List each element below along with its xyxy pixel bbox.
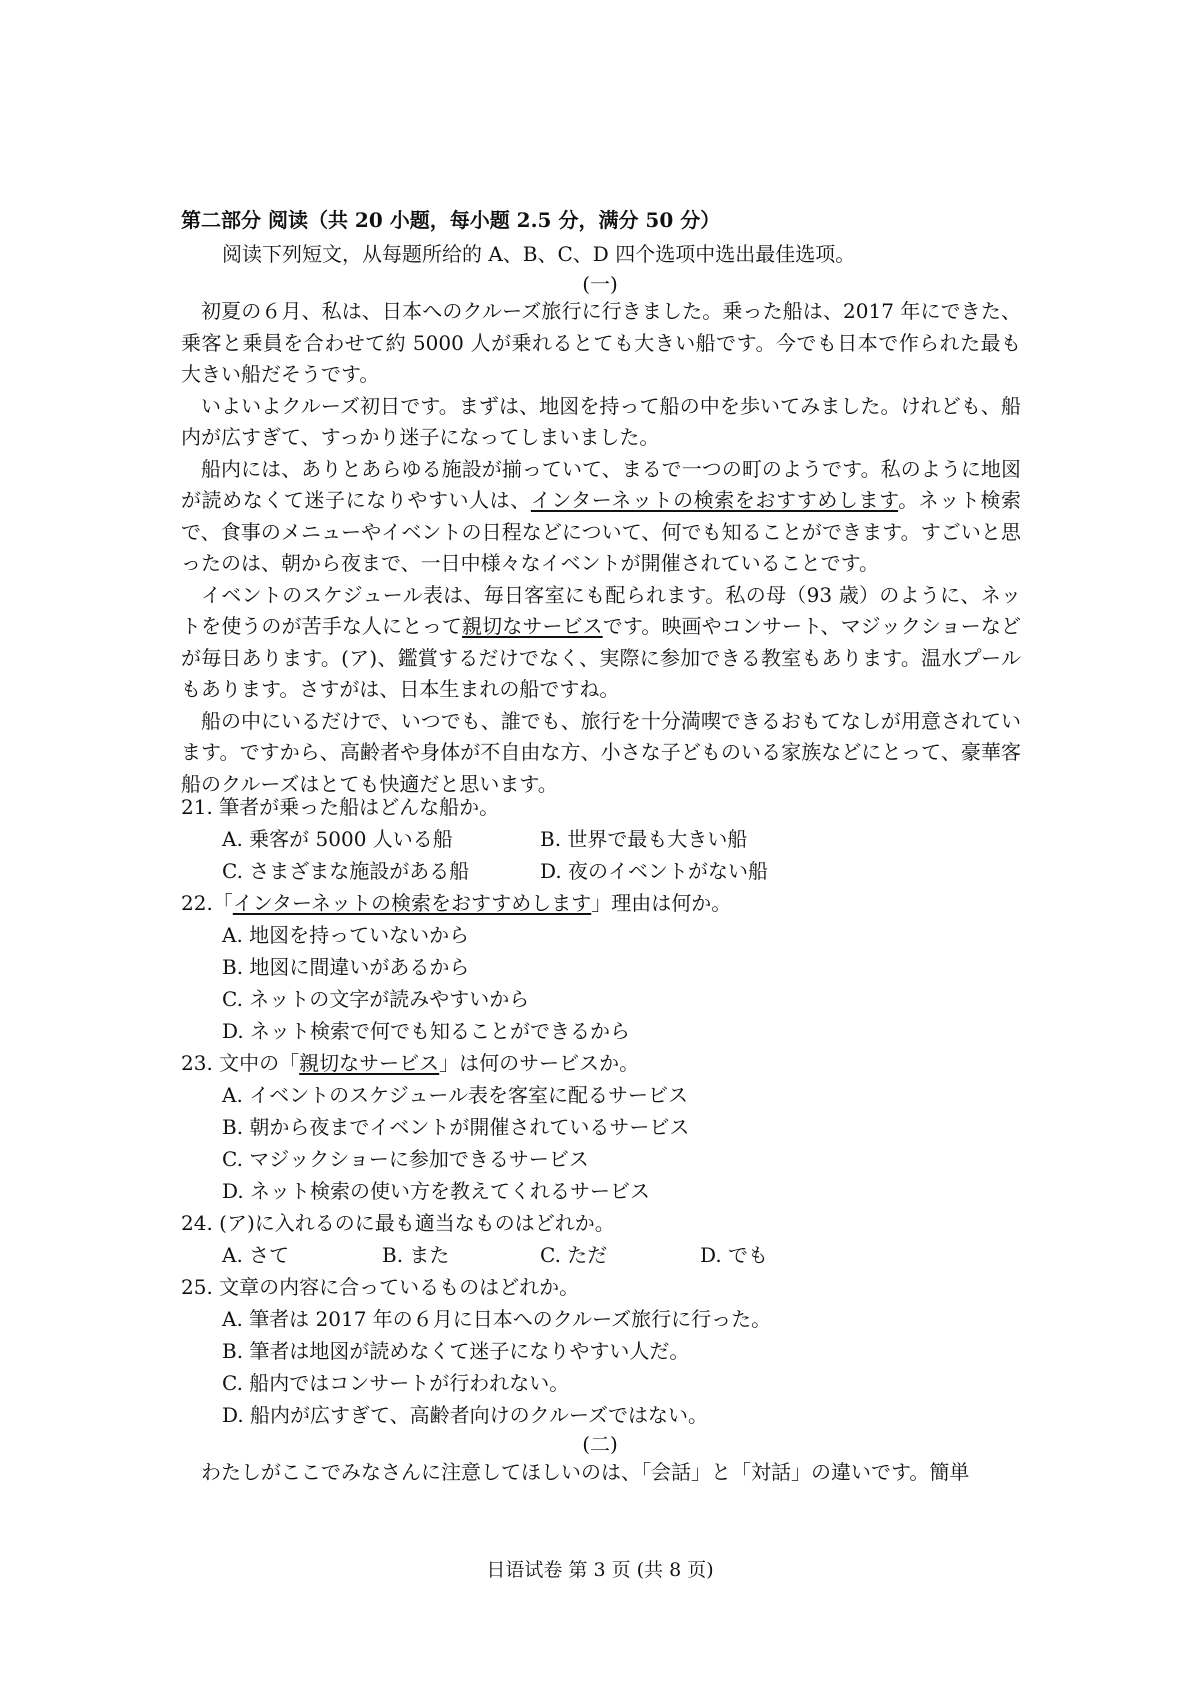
question-22: 22.「インターネットの検索をおすすめします」理由は何か。 bbox=[181, 891, 732, 915]
option-a: A. 筆者は 2017 年の６月に日本へのクルーズ旅行に行った。 bbox=[222, 1307, 772, 1331]
option-c: C. ネットの文字が読みやすいから bbox=[222, 987, 530, 1011]
paragraph: 初夏の６月、私は、日本へのクルーズ旅行に行きました。乗った船は、2017 年にできた、乗客と乗員を合わせて約 5000 人が乗れるとても大きい船です。今でも日本で作られた最も大きい船だそうです。 bbox=[181, 299, 1021, 386]
option-a: A. イベントのスケジュール表を客室に配るサービス bbox=[222, 1083, 688, 1107]
option-d: D. 船内が広すぎて、高齢者向けのクルーズではない。 bbox=[222, 1403, 709, 1427]
passage-one bbox=[181, 296, 1021, 800]
passage-two bbox=[181, 1457, 1021, 1489]
option-b: B. 世界で最も大きい船 bbox=[540, 827, 748, 851]
section-instruction: 阅读下列短文，从每题所给的 A、B、C、D 四个选项中选出最佳选项。 bbox=[222, 242, 856, 266]
paragraph: 船の中にいるだけで、いつでも、誰でも、旅行を十分満喫できるおもてなしが用意されています。ですから、高齢者や身体が不自由な方、小さな子どものいる家族などにとって、豪華客船のクルーズはとても快適だと思います。 bbox=[181, 708, 1021, 796]
question-23: 23. 文中の「親切なサービス」は何のサービスか。 bbox=[181, 1051, 640, 1075]
option-b: B. 朝から夜までイベントが開催されているサービス bbox=[222, 1115, 690, 1139]
option-d: D. ネット検索の使い方を教えてくれるサービス bbox=[222, 1179, 651, 1203]
option-d: D. 夜のイベントがない船 bbox=[540, 859, 769, 883]
paragraph: 船内には、ありとあらゆる施設が揃っていて、まるで一つの町のようです。私のように地図が読めなくて迷子になりやすい人は、インターネットの検索をおすすめします。ネット検索で、食事のメニューやイベントの日程などについて、何でも知ることができます。すごいと思ったのは、朝から夜まで、一日中様々なイベントが開催されていることです。 bbox=[181, 456, 1021, 575]
page-footer: 日语试卷 第 3 页 (共 8 页) bbox=[486, 1559, 714, 1581]
underlined-phrase: インターネットの検索をおすすめします bbox=[530, 488, 899, 512]
paragraph: イベントのスケジュール表は、毎日客室にも配られます。私の母（93 歳）のように、ネットを使うのが苦手な人にとって親切なサービスです。映画やコンサート、マジックショーなどが毎日あります。(ア)、鑑賞するだけでなく、実際に参加できる教室もあります。温水プールもあります。さすがは、日本生まれの船ですね。 bbox=[181, 582, 1021, 701]
option-c: C. マジックショーに参加できるサービス bbox=[222, 1147, 589, 1171]
option-a: A. 乗客が 5000 人いる船 bbox=[222, 827, 453, 851]
option-d: D. ネット検索で何でも知ることができるから bbox=[222, 1019, 631, 1043]
question-24: 24. (ア)に入れるのに最も適当なものはどれか。 bbox=[181, 1211, 615, 1235]
option-b: B. また bbox=[382, 1243, 450, 1267]
option-c: C. 船内ではコンサートが行われない。 bbox=[222, 1371, 570, 1395]
option-d: D. でも bbox=[700, 1243, 769, 1267]
option-c: C. ただ bbox=[540, 1243, 608, 1267]
underlined-phrase: 親切なサービス bbox=[299, 1051, 440, 1075]
option-b: B. 筆者は地図が読めなくて迷子になりやすい人だ。 bbox=[222, 1339, 690, 1363]
underlined-phrase: 親切なサービス bbox=[462, 614, 603, 638]
question-25: 25. 文章の内容に合っているものはどれか。 bbox=[181, 1275, 580, 1299]
question-21: 21. 筆者が乗った船はどんな船か。 bbox=[181, 795, 500, 819]
passage-number: (一) bbox=[582, 272, 618, 296]
option-b: B. 地図に間違いがあるから bbox=[222, 955, 470, 979]
underlined-phrase: インターネットの検索をおすすめします bbox=[232, 891, 592, 915]
paragraph: わたしがここでみなさんに注意してほしいのは、「会話」と「対話」の違いです。簡単 bbox=[201, 1460, 970, 1484]
option-a: A. さて bbox=[222, 1243, 290, 1267]
paragraph: いよいよクルーズ初日です。まずは、地図を持って船の中を歩いてみました。けれども、船内が広すぎて、すっかり迷子になってしまいました。 bbox=[181, 393, 1021, 449]
option-a: A. 地図を持っていないから bbox=[222, 923, 470, 947]
passage-number: (二) bbox=[582, 1432, 618, 1456]
section-title: 第二部分 阅读（共 20 小题，每小题 2.5 分，满分 50 分） bbox=[181, 208, 721, 232]
option-c: C. さまざまな施設がある船 bbox=[222, 859, 470, 883]
